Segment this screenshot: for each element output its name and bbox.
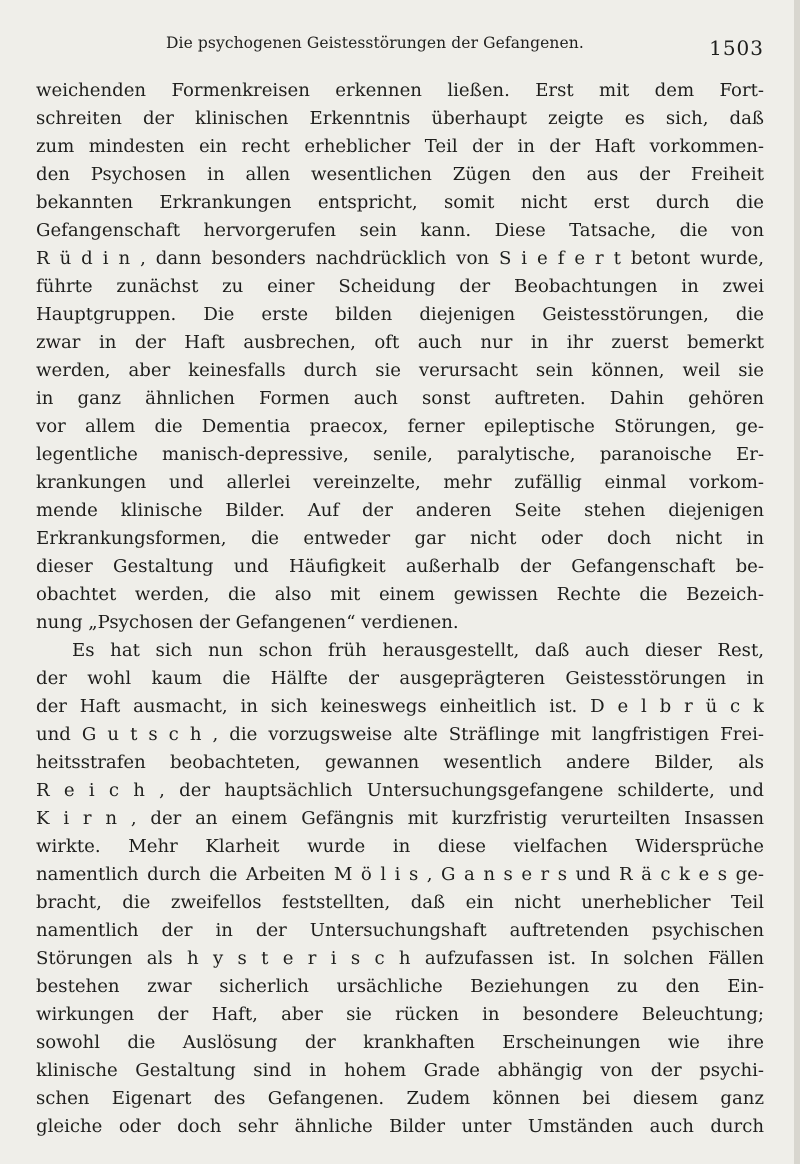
text-line: der Haft ausmacht, in sich keineswegs einheitlich ist. D e l b r ü c k [36,696,764,717]
text-line: bracht, die zweifellos feststellten, daß ein nicht unerheblicher Teil [36,892,764,913]
text-line: K i r n , der an einem Gefängnis mit kurzfristig verurteilten Insassen [36,808,764,829]
text-line: Hauptgruppen. Die erste bilden diejenigen Geistesstörungen, die [36,304,764,325]
text-line: und G u t s c h , die vorzugsweise alte Sträflinge mit langfristigen Frei- [36,724,764,745]
text-line: dieser Gestaltung und Häufigkeit außerhalb der Gefangenschaft be- [36,556,764,577]
text-line: schreiten der klinischen Erkenntnis überhaupt zeigte es sich, daß [36,108,764,129]
text-line: schen Eigenart des Gefangenen. Zudem können bei diesem ganz [36,1088,764,1109]
text-line: Es hat sich nun schon früh herausgestellt, daß auch dieser Rest, [72,640,764,661]
running-title: Die psychogenen Geistesstörungen der Gefangenen. [166,34,584,52]
text-line: bestehen zwar sicherlich ursächliche Beziehungen zu den Ein- [36,976,764,997]
text-line: wirkte. Mehr Klarheit wurde in diese vielfachen Widersprüche [36,836,764,857]
text-line: legentliche manisch-depressive, senile, paralytische, paranoische Er- [36,444,764,465]
text-line: obachtet werden, die also mit einem gewissen Rechte die Bezeich- [36,584,764,605]
running-head [36,30,764,62]
text-line: werden, aber keinesfalls durch sie verursacht sein können, weil sie [36,360,764,381]
text-line: sowohl die Auslösung der krankhaften Erscheinungen wie ihre [36,1032,764,1053]
body-text [36,77,764,1141]
text-line: wirkungen der Haft, aber sie rücken in besondere Beleuchtung; [36,1004,764,1025]
text-line: vor allem die Dementia praecox, ferner epileptische Störungen, ge- [36,416,764,437]
text-line: klinische Gestaltung sind in hohem Grade abhängig von der psychi- [36,1060,764,1081]
text-line: zwar in der Haft ausbrechen, oft auch nur in ihr zuerst bemerkt [36,332,764,353]
text-line: Gefangenschaft hervorgerufen sein kann. Diese Tatsache, die von [36,220,764,241]
text-line: namentlich durch die Arbeiten M ö l i s , G a n s e r s und R ä c k e s ge- [36,864,764,885]
text-line: heitsstrafen beobachteten, gewannen wesentlich andere Bilder, als [36,752,764,773]
text-line: Erkrankungsformen, die entweder gar nicht oder doch nicht in [36,528,764,549]
text-line: bekannten Erkrankungen entspricht, somit nicht erst durch die [36,192,764,213]
page-number: 1503 [709,36,764,60]
paragraph [36,77,764,637]
paragraph [36,637,764,1141]
text-line: R e i c h , der hauptsächlich Untersuchungsgefangene schilderte, und [36,780,764,801]
text-line: mende klinische Bilder. Auf der anderen Seite stehen diejenigen [36,500,764,521]
text-line: gleiche oder doch sehr ähnliche Bilder unter Umständen auch durch [36,1116,764,1137]
text-line: nung „Psychosen der Gefangenen“ verdienen. [36,612,459,633]
page-edge [794,0,800,1164]
text-line: namentlich der in der Untersuchungshaft auftretenden psychischen [36,920,764,941]
text-line: R ü d i n , dann besonders nachdrücklich von S i e f e r t betont wurde, [36,248,764,269]
text-line: führte zunächst zu einer Scheidung der Beobachtungen in zwei [36,276,764,297]
text-line: der wohl kaum die Hälfte der ausgeprägteren Geistesstörungen in [36,668,764,689]
text-line: den Psychosen in allen wesentlichen Zügen den aus der Freiheit [36,164,764,185]
text-line: Störungen als h y s t e r i s c h aufzufassen ist. In solchen Fällen [36,948,764,969]
text-line: zum mindesten ein recht erheblicher Teil der in der Haft vorkommen- [36,136,764,157]
text-line: in ganz ähnlichen Formen auch sonst auftreten. Dahin gehören [36,388,764,409]
text-line: weichenden Formenkreisen erkennen ließen. Erst mit dem Fort- [36,80,764,101]
text-line: krankungen und allerlei vereinzelte, mehr zufällig einmal vorkom- [36,472,764,493]
